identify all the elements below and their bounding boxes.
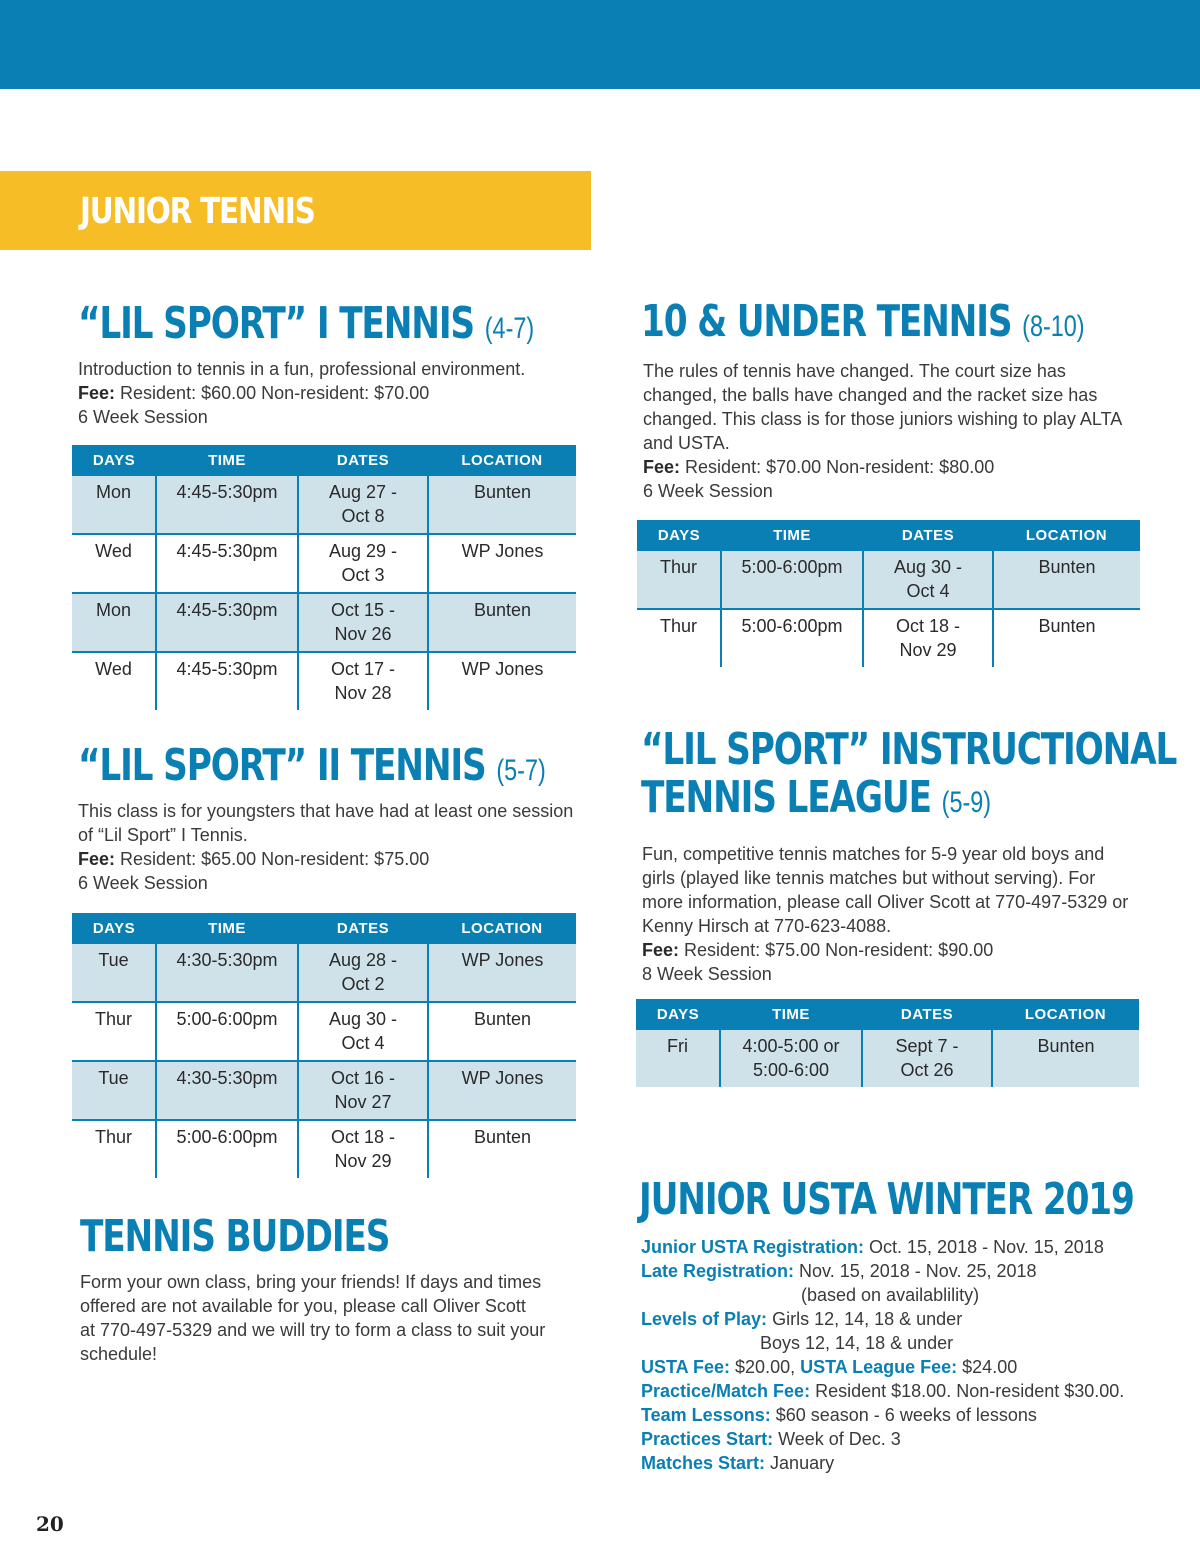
usta-practices-start-line — [641, 1427, 1124, 1451]
lil-sport-1-age: (4-7) — [484, 312, 535, 345]
description-line: This class is for youngsters that have had at least one session — [78, 801, 574, 821]
page-number: 20 — [36, 1512, 64, 1536]
ten-under-schedule-table — [637, 520, 1140, 667]
table-row — [72, 1002, 576, 1061]
header-dates: DATES — [863, 520, 993, 551]
table-row — [72, 944, 576, 1002]
session-text: 6 Week Session — [78, 407, 208, 427]
fee-label: Fee: — [78, 383, 116, 403]
tennis-buddies-title: TENNIS BUDDIES — [80, 1211, 390, 1262]
ten-under-age: (8-10) — [1022, 310, 1085, 343]
fee-line — [643, 455, 1163, 479]
lil-sport-2-schedule-table — [72, 913, 576, 1178]
table-row — [72, 652, 576, 710]
date-end: Nov 26 — [334, 624, 392, 644]
fee-label: Fee: — [642, 940, 680, 960]
cell-location: Bunten — [993, 551, 1140, 609]
ten-under-title: 10 & UNDER TENNIS — [641, 296, 1012, 347]
ten-under-description — [643, 359, 1163, 503]
league-title-line-2-text: TENNIS LEAGUE — [641, 772, 931, 824]
cell-day: Thur — [94, 1127, 132, 1147]
description-text: Introduction to tennis in a fun, professional environment. — [78, 359, 526, 379]
date-start: Aug 28 - — [328, 950, 398, 970]
practice-fee-value: Resident $18.00. Non-resident $30.00. — [815, 1381, 1125, 1401]
header-dates: DATES — [862, 999, 992, 1030]
time-option-1: 4:00-5:00 or — [742, 1036, 840, 1056]
date-start: Oct 15 - — [330, 600, 396, 620]
description-line: offered are not available for you, please call Oliver Scott — [80, 1296, 526, 1316]
description-line: changed, the balls have changed and the racket size has — [643, 385, 1098, 405]
cell-dates — [298, 652, 428, 710]
usta-heading — [639, 1176, 1134, 1224]
date-start: Aug 30 - — [328, 1009, 398, 1029]
date-end: Nov 29 — [334, 1151, 392, 1171]
section-title: JUNIOR TENNIS — [80, 191, 315, 232]
cell-dates — [298, 476, 428, 534]
cell-location: WP Jones — [428, 534, 576, 593]
cell-location: WP Jones — [428, 944, 576, 1002]
description-line: The rules of tennis have changed. The court size has — [643, 361, 1066, 381]
cell-location: WP Jones — [428, 652, 576, 710]
date-end: Oct 2 — [341, 974, 385, 994]
description-line: Form your own class, bring your friends! If days and times — [80, 1272, 542, 1292]
cell-location: Bunten — [428, 1002, 576, 1061]
usta-fee-line — [641, 1355, 1124, 1379]
cell-dates — [298, 1002, 428, 1061]
fee-line — [78, 381, 578, 405]
header-location: LOCATION — [993, 520, 1140, 551]
fee-text: Resident: $65.00 Non-resident: $75.00 — [120, 849, 430, 869]
usta-fee-label: USTA Fee: — [641, 1357, 731, 1377]
lil-sport-1-heading — [78, 300, 534, 348]
league-description — [642, 842, 1162, 986]
date-start: Oct 17 - — [330, 659, 396, 679]
cell-day: Thur — [637, 551, 721, 609]
cell-dates — [863, 609, 993, 667]
session-text: 6 Week Session — [643, 481, 773, 501]
cell-time: 4:30-5:30pm — [156, 944, 298, 1002]
table-row — [72, 593, 576, 652]
usta-registration-line — [641, 1235, 1124, 1259]
description-line: of “Lil Sport” I Tennis. — [78, 825, 248, 845]
usta-late-note: (based on availablility) — [801, 1285, 980, 1305]
cell-day: Wed — [95, 659, 132, 679]
league-schedule-table — [636, 999, 1139, 1087]
usta-practice-fee-line — [641, 1379, 1124, 1403]
cell-location: Bunten — [428, 593, 576, 652]
cell-day: Mon — [72, 476, 156, 534]
cell-location: Bunten — [428, 476, 576, 534]
description-line: and USTA. — [643, 433, 730, 453]
cell-time: 4:30-5:30pm — [156, 1061, 298, 1120]
table-row — [637, 551, 1140, 609]
cell-dates — [298, 1061, 428, 1120]
usta-fee-value: $20.00, — [735, 1357, 796, 1377]
cell-dates — [298, 534, 428, 593]
cell-dates — [863, 551, 993, 609]
cell-time: 4:45-5:30pm — [156, 593, 298, 652]
fee-text: Resident: $70.00 Non-resident: $80.00 — [685, 457, 995, 477]
usta-league-fee-value: $24.00 — [962, 1357, 1018, 1377]
fee-label: Fee: — [643, 457, 681, 477]
cell-time: 4:45-5:30pm — [156, 652, 298, 710]
top-color-bar — [0, 0, 1200, 89]
header-location: LOCATION — [428, 445, 576, 476]
team-lessons-value: $60 season - 6 weeks of lessons — [775, 1405, 1037, 1425]
tennis-buddies-description — [80, 1270, 580, 1366]
cell-location: Bunten — [428, 1120, 576, 1178]
date-start: Oct 16 - — [330, 1068, 396, 1088]
fee-text: Resident: $60.00 Non-resident: $70.00 — [120, 383, 430, 403]
league-title-line-1: “LIL SPORT” INSTRUCTIONAL — [641, 724, 1177, 775]
late-registration-value: Nov. 15, 2018 - Nov. 25, 2018 — [799, 1261, 1037, 1281]
fee-line — [642, 938, 1162, 962]
lil-sport-2-age: (5-7) — [496, 754, 546, 787]
registration-value: Oct. 15, 2018 - Nov. 15, 2018 — [869, 1237, 1104, 1257]
header-location: LOCATION — [992, 999, 1139, 1030]
date-end: Oct 8 — [341, 506, 385, 526]
lil-sport-1-schedule-table — [72, 445, 576, 710]
tennis-buddies-heading — [80, 1213, 389, 1261]
description-line: Kenny Hirsch at 770-623-4088. — [642, 916, 892, 936]
date-end: Oct 4 — [906, 581, 950, 601]
lil-sport-1-title: “LIL SPORT” I TENNIS — [78, 298, 474, 349]
cell-location: Bunten — [992, 1030, 1139, 1087]
description-line: changed. This class is for those juniors wishing to play ALTA — [643, 409, 1123, 429]
cell-day: Wed — [72, 534, 156, 593]
levels-girls: Girls 12, 14, 18 & under — [772, 1309, 963, 1329]
cell-time: 5:00-6:00pm — [721, 551, 863, 609]
matches-start-value: January — [770, 1453, 835, 1473]
table-header-row — [72, 913, 576, 944]
usta-details — [641, 1235, 1124, 1475]
cell-time: 5:00-6:00pm — [721, 609, 863, 667]
cell-day: Mon — [72, 593, 156, 652]
league-heading — [641, 726, 1176, 823]
lil-sport-2-heading — [78, 742, 546, 790]
usta-matches-start-line — [641, 1451, 1124, 1475]
cell-day: Thur — [659, 616, 697, 636]
practices-start-label: Practices Start: — [641, 1429, 774, 1449]
ten-under-heading — [641, 298, 1085, 346]
header-days: DAYS — [637, 520, 721, 551]
team-lessons-label: Team Lessons: — [641, 1405, 771, 1425]
date-end: Oct 26 — [900, 1060, 954, 1080]
cell-time — [720, 1030, 862, 1087]
cell-day: Thur — [72, 1002, 156, 1061]
table-row — [72, 476, 576, 534]
practice-fee-label: Practice/Match Fee: — [641, 1381, 811, 1401]
header-time: TIME — [156, 913, 298, 944]
description-line: schedule! — [80, 1344, 158, 1364]
header-time: TIME — [156, 445, 298, 476]
usta-team-lessons-line — [641, 1403, 1124, 1427]
date-end: Oct 3 — [341, 565, 385, 585]
header-dates: DATES — [298, 445, 428, 476]
league-age: (5-9) — [941, 786, 992, 820]
cell-time: 4:45-5:30pm — [156, 534, 298, 593]
usta-levels-boys: Boys 12, 14, 18 & under — [760, 1333, 954, 1353]
usta-league-fee-label: USTA League Fee: — [800, 1357, 958, 1377]
header-time: TIME — [720, 999, 862, 1030]
date-start: Aug 30 - — [893, 557, 963, 577]
date-end: Oct 4 — [341, 1033, 385, 1053]
table-header-row — [72, 445, 576, 476]
session-text: 6 Week Session — [78, 873, 208, 893]
date-start: Oct 18 - — [895, 616, 961, 636]
cell-day: Fri — [636, 1030, 720, 1087]
header-time: TIME — [721, 520, 863, 551]
table-row — [72, 534, 576, 593]
description-line: girls (played like tennis matches but without serving). For — [642, 868, 1096, 888]
usta-levels-line — [641, 1307, 1124, 1331]
matches-start-label: Matches Start: — [641, 1453, 766, 1473]
table-row — [636, 1030, 1139, 1087]
date-end: Nov 28 — [334, 683, 392, 703]
table-row — [72, 1061, 576, 1120]
date-start: Oct 18 - — [330, 1127, 396, 1147]
levels-label: Levels of Play: — [641, 1309, 768, 1329]
fee-line — [78, 847, 588, 871]
date-end: Nov 27 — [334, 1092, 392, 1112]
section-banner — [0, 171, 591, 250]
table-header-row — [637, 520, 1140, 551]
usta-late-registration-line — [641, 1259, 1124, 1283]
table-row — [637, 609, 1140, 667]
lil-sport-2-description — [78, 799, 588, 895]
fee-text: Resident: $75.00 Non-resident: $90.00 — [684, 940, 994, 960]
cell-time: 5:00-6:00pm — [156, 1120, 298, 1178]
practices-start-value: Week of Dec. 3 — [778, 1429, 901, 1449]
cell-dates — [298, 944, 428, 1002]
cell-day: Tue — [72, 944, 156, 1002]
cell-dates — [862, 1030, 992, 1087]
usta-title: JUNIOR USTA WINTER 2019 — [639, 1174, 1134, 1225]
lil-sport-2-title: “LIL SPORT” II TENNIS — [78, 740, 486, 791]
description-line: Fun, competitive tennis matches for 5-9 year old boys and — [642, 844, 1105, 864]
header-days: DAYS — [636, 999, 720, 1030]
league-title-line-2 — [641, 774, 1176, 822]
header-dates: DATES — [298, 913, 428, 944]
description-line: more information, please call Oliver Scott at 770-497-5329 or — [642, 892, 1129, 912]
cell-location: Bunten — [993, 609, 1140, 667]
header-days: DAYS — [72, 913, 156, 944]
date-start: Aug 29 - — [328, 541, 398, 561]
cell-time: 5:00-6:00pm — [156, 1002, 298, 1061]
date-start: Aug 27 - — [328, 482, 398, 502]
date-start: Sept 7 - — [895, 1036, 959, 1056]
header-days: DAYS — [72, 445, 156, 476]
registration-label: Junior USTA Registration: — [641, 1237, 865, 1257]
cell-dates — [298, 593, 428, 652]
header-location: LOCATION — [428, 913, 576, 944]
cell-location: WP Jones — [428, 1061, 576, 1120]
fee-label: Fee: — [78, 849, 116, 869]
table-header-row — [636, 999, 1139, 1030]
time-option-2: 5:00-6:00 — [752, 1060, 830, 1080]
cell-day: Tue — [72, 1061, 156, 1120]
table-row — [72, 1120, 576, 1178]
description-line: at 770-497-5329 and we will try to form a class to suit your — [80, 1320, 546, 1340]
late-registration-label: Late Registration: — [641, 1261, 795, 1281]
cell-time: 4:45-5:30pm — [156, 476, 298, 534]
date-end: Nov 29 — [899, 640, 957, 660]
lil-sport-1-description — [78, 357, 578, 429]
session-text: 8 Week Session — [642, 964, 772, 984]
cell-dates — [298, 1120, 428, 1178]
